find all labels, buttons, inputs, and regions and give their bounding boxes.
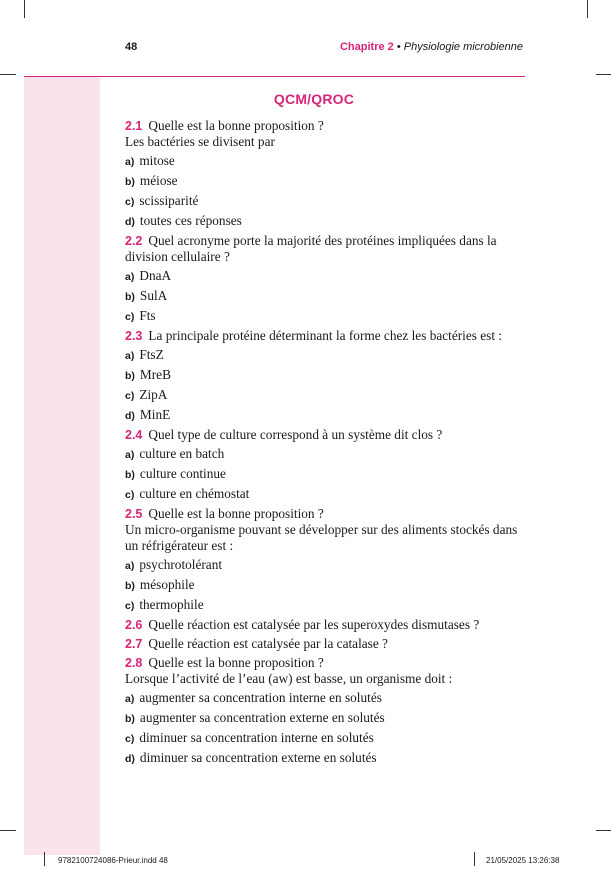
- option-text: MreB: [139, 367, 171, 382]
- option-text: MinE: [139, 407, 171, 422]
- answer-option: [125, 387, 528, 404]
- question-intro: Un micro-organisme pouvant se développer sur des aliments stockés dans un réfrigérateur est :: [125, 522, 518, 553]
- option-text: diminuer sa concentration externe en solutés: [139, 750, 377, 765]
- question-2.1: [125, 118, 528, 230]
- option-letter: d): [125, 216, 135, 228]
- chapter-title: Physiologie microbienne: [403, 41, 523, 53]
- question-heading: [125, 655, 528, 671]
- question-heading: [125, 427, 528, 443]
- answer-option: [125, 597, 528, 614]
- question-text: La principale protéine déterminant la forme chez les bactéries est :: [148, 328, 503, 343]
- option-letter: a): [125, 560, 135, 572]
- page-number: 48: [125, 41, 138, 53]
- question-number: 2.6: [125, 618, 143, 632]
- answer-option: [125, 750, 528, 767]
- question-number: 2.3: [125, 329, 143, 343]
- answer-option: [125, 466, 528, 483]
- option-letter: d): [125, 410, 135, 422]
- question-text: Quelle réaction est catalysée par les superoxydes dismutases ?: [148, 617, 480, 632]
- question-intro: Les bactéries se divisent par: [125, 134, 275, 149]
- option-letter: a): [125, 350, 135, 362]
- question-heading: [125, 617, 528, 633]
- question-2.2: [125, 233, 528, 325]
- margin-band: [24, 77, 100, 855]
- answer-option: [125, 407, 528, 424]
- answer-option: [125, 308, 528, 325]
- slug-mark: [474, 852, 475, 866]
- answer-option: [125, 213, 528, 230]
- option-letter: a): [125, 693, 135, 705]
- option-text: Fts: [139, 308, 156, 323]
- option-text: mésophile: [139, 577, 195, 592]
- option-letter: c): [125, 390, 135, 402]
- option-letter: d): [125, 753, 135, 765]
- answer-option: [125, 288, 528, 305]
- option-text: culture en batch: [139, 446, 225, 461]
- option-letter: a): [125, 271, 135, 283]
- question-heading: [125, 636, 528, 652]
- question-heading: [125, 328, 528, 344]
- header-rule: [24, 76, 525, 77]
- answer-option: [125, 486, 528, 503]
- running-head: [340, 41, 523, 53]
- question-number: 2.2: [125, 234, 143, 248]
- crop-mark: [596, 74, 611, 75]
- answer-option: [125, 367, 528, 384]
- option-text: culture en chémostat: [139, 486, 250, 501]
- option-letter: a): [125, 449, 135, 461]
- question-number: 2.5: [125, 507, 143, 521]
- question-text: Quelle réaction est catalysée par la catalase ?: [148, 636, 388, 651]
- option-letter: a): [125, 156, 135, 168]
- answer-option: [125, 690, 528, 707]
- option-text: augmenter sa concentration externe en solutés: [139, 710, 385, 725]
- question-heading: [125, 506, 528, 522]
- option-text: diminuer sa concentration interne en solutés: [139, 730, 374, 745]
- question-2.6: [125, 617, 528, 633]
- option-text: toutes ces réponses: [139, 213, 242, 228]
- option-letter: c): [125, 196, 135, 208]
- crop-mark: [587, 0, 588, 18]
- answer-option: [125, 153, 528, 170]
- section-title: QCM/QROC: [273, 91, 355, 107]
- question-number: 2.7: [125, 637, 143, 651]
- option-letter: b): [125, 713, 135, 725]
- option-text: mitose: [139, 153, 175, 168]
- option-text: thermophile: [139, 597, 204, 612]
- option-text: DnaA: [139, 268, 172, 283]
- question-2.4: [125, 427, 528, 503]
- header-bullet: •: [396, 41, 401, 53]
- option-letter: c): [125, 311, 135, 323]
- crop-mark: [596, 830, 611, 831]
- option-letter: b): [125, 291, 135, 303]
- answer-option: [125, 577, 528, 594]
- answer-option: [125, 730, 528, 747]
- question-text: Quel type de culture correspond à un système dit clos ?: [148, 427, 443, 442]
- chapter-label: Chapitre 2: [339, 41, 394, 53]
- question-list: [125, 118, 528, 767]
- crop-mark: [0, 74, 16, 75]
- answer-option: [125, 268, 528, 285]
- question-number: 2.8: [125, 656, 143, 670]
- question-2.5: [125, 506, 528, 614]
- answer-option: [125, 347, 528, 364]
- slug-file-name: 9782100724086-Prieur.indd 48: [58, 856, 168, 865]
- option-text: SulA: [139, 288, 168, 303]
- option-text: augmenter sa concentration interne en solutés: [139, 690, 382, 705]
- option-letter: c): [125, 733, 135, 745]
- option-letter: b): [125, 469, 135, 481]
- answer-option: [125, 173, 528, 190]
- question-2.7: [125, 636, 528, 652]
- option-letter: b): [125, 580, 135, 592]
- question-heading: [125, 233, 528, 265]
- question-2.8: [125, 655, 528, 767]
- option-letter: c): [125, 600, 135, 612]
- option-letter: c): [125, 489, 135, 501]
- question-number: 2.4: [125, 428, 143, 442]
- question-2.3: [125, 328, 528, 424]
- crop-mark: [24, 0, 25, 18]
- question-intro: Lorsque l’activité de l’eau (aw) est basse, un organisme doit :: [125, 671, 453, 686]
- option-text: méiose: [139, 173, 178, 188]
- question-heading: [125, 118, 528, 134]
- answer-option: [125, 710, 528, 727]
- question-text: Quelle est la bonne proposition ?: [148, 506, 324, 521]
- answer-option: [125, 193, 528, 210]
- question-number: 2.1: [125, 119, 143, 133]
- slug-date-time: 21/05/2025 13:26:38: [486, 856, 560, 865]
- answer-option: [125, 446, 528, 463]
- option-text: culture continue: [139, 466, 226, 481]
- option-letter: b): [125, 176, 135, 188]
- answer-option: [125, 557, 528, 574]
- question-text: Quelle est la bonne proposition ?: [148, 655, 324, 670]
- question-text: Quel acronyme porte la majorité des protéines impliquées dans la division cellulaire ?: [125, 233, 497, 264]
- option-text: ZipA: [139, 387, 168, 402]
- crop-mark: [0, 830, 16, 831]
- slug-mark: [44, 852, 45, 866]
- question-text: Quelle est la bonne proposition ?: [148, 118, 324, 133]
- option-text: FtsZ: [139, 347, 164, 362]
- option-text: psychrotolérant: [139, 557, 223, 572]
- option-text: scissiparité: [139, 193, 199, 208]
- option-letter: b): [125, 370, 135, 382]
